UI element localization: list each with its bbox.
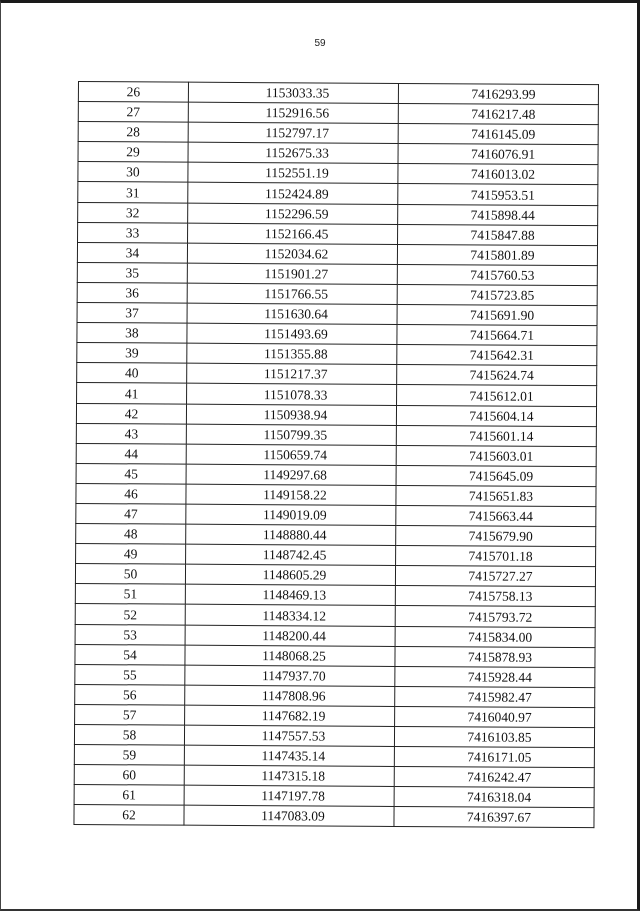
- y-coordinate-cell: 7416171.05: [394, 747, 594, 768]
- y-coordinate-cell: 7415679.90: [396, 526, 596, 547]
- point-number-cell: 51: [75, 584, 185, 605]
- y-coordinate-cell: 7415612.01: [397, 385, 597, 406]
- y-coordinate-cell: 7415701.18: [396, 546, 596, 567]
- point-number-cell: 49: [76, 544, 186, 565]
- point-number-cell: 38: [77, 323, 187, 344]
- table-row: [74, 805, 594, 828]
- x-coordinate-cell: 1151493.69: [187, 323, 397, 344]
- y-coordinate-cell: 7415834.00: [395, 626, 595, 647]
- point-number-cell: 52: [75, 604, 185, 625]
- point-number-cell: 32: [78, 202, 188, 223]
- point-number-cell: 29: [78, 142, 188, 163]
- point-number-cell: 47: [76, 503, 186, 524]
- x-coordinate-cell: 1151901.27: [187, 263, 397, 284]
- point-number-cell: 39: [77, 343, 187, 364]
- y-coordinate-cell: 7415847.88: [398, 224, 598, 245]
- x-coordinate-cell: 1148469.13: [185, 585, 395, 606]
- y-coordinate-cell: 7415928.44: [395, 666, 595, 687]
- point-number-cell: 28: [78, 122, 188, 143]
- y-coordinate-cell: 7415664.71: [397, 325, 597, 346]
- x-coordinate-cell: 1150799.35: [186, 424, 396, 445]
- point-number-cell: 53: [75, 624, 185, 645]
- x-coordinate-cell: 1152424.89: [188, 183, 398, 204]
- page-number: 59: [314, 38, 326, 49]
- y-coordinate-cell: 7415878.93: [395, 646, 595, 667]
- point-number-cell: 42: [76, 403, 186, 424]
- x-coordinate-cell: 1150938.94: [186, 404, 396, 425]
- point-number-cell: 46: [76, 483, 186, 504]
- x-coordinate-cell: 1148605.29: [185, 564, 395, 585]
- x-coordinate-cell: 1147682.19: [185, 705, 395, 726]
- x-coordinate-cell: 1149158.22: [186, 484, 396, 505]
- point-number-cell: 31: [78, 182, 188, 203]
- x-coordinate-cell: 1152916.56: [188, 102, 398, 123]
- point-number-cell: 35: [77, 262, 187, 283]
- point-number-cell: 57: [75, 704, 185, 725]
- y-coordinate-cell: 7415982.47: [395, 686, 595, 707]
- y-coordinate-cell: 7415793.72: [395, 606, 595, 627]
- point-number-cell: 56: [75, 684, 185, 705]
- x-coordinate-cell: 1147315.18: [184, 765, 394, 786]
- point-number-cell: 60: [74, 765, 184, 786]
- point-number-cell: 33: [78, 222, 188, 243]
- x-coordinate-cell: 1147557.53: [184, 725, 394, 746]
- point-number-cell: 48: [76, 524, 186, 545]
- y-coordinate-cell: 7415801.89: [397, 244, 597, 265]
- point-number-cell: 50: [75, 564, 185, 585]
- x-coordinate-cell: 1151078.33: [187, 384, 397, 405]
- point-number-cell: 37: [77, 303, 187, 324]
- point-number-cell: 58: [74, 724, 184, 745]
- y-coordinate-cell: 7416242.47: [394, 767, 594, 788]
- y-coordinate-cell: 7416217.48: [398, 104, 598, 125]
- point-number-cell: 55: [75, 664, 185, 685]
- x-coordinate-cell: 1152675.33: [188, 142, 398, 163]
- x-coordinate-cell: 1147808.96: [185, 685, 395, 706]
- point-number-cell: 40: [77, 363, 187, 384]
- x-coordinate-cell: 1149019.09: [186, 504, 396, 525]
- coordinate-table-body: [74, 82, 599, 829]
- y-coordinate-cell: 7415642.31: [397, 345, 597, 366]
- x-coordinate-cell: 1151766.55: [187, 283, 397, 304]
- point-number-cell: 30: [78, 162, 188, 183]
- x-coordinate-cell: 1147937.70: [185, 665, 395, 686]
- point-number-cell: 43: [76, 423, 186, 444]
- x-coordinate-cell: 1151217.37: [187, 363, 397, 384]
- x-coordinate-cell: 1147435.14: [184, 745, 394, 766]
- y-coordinate-cell: 7415758.13: [395, 586, 595, 607]
- y-coordinate-cell: 7416013.02: [398, 164, 598, 185]
- point-number-cell: 59: [74, 745, 184, 766]
- y-coordinate-cell: 7415760.53: [397, 264, 597, 285]
- x-coordinate-cell: 1150659.74: [186, 444, 396, 465]
- point-number-cell: 61: [74, 785, 184, 806]
- x-coordinate-cell: 1151355.88: [187, 343, 397, 364]
- x-coordinate-cell: 1151630.64: [187, 303, 397, 324]
- y-coordinate-cell: 7416076.91: [398, 144, 598, 165]
- y-coordinate-cell: 7416040.97: [395, 706, 595, 727]
- y-coordinate-cell: 7415645.09: [396, 465, 596, 486]
- x-coordinate-cell: 1152296.59: [188, 203, 398, 224]
- y-coordinate-cell: 7415601.14: [396, 425, 596, 446]
- y-coordinate-cell: 7415604.14: [396, 405, 596, 426]
- x-coordinate-cell: 1147083.09: [184, 806, 394, 827]
- y-coordinate-cell: 7415624.74: [397, 365, 597, 386]
- point-number-cell: 34: [77, 242, 187, 263]
- x-coordinate-cell: 1148742.45: [186, 544, 396, 565]
- x-coordinate-cell: 1152166.45: [188, 223, 398, 244]
- point-number-cell: 54: [75, 644, 185, 665]
- x-coordinate-cell: 1148880.44: [186, 524, 396, 545]
- x-coordinate-cell: 1149297.68: [186, 464, 396, 485]
- y-coordinate-cell: 7415727.27: [395, 566, 595, 587]
- point-number-cell: 45: [76, 463, 186, 484]
- point-number-cell: 41: [77, 383, 187, 404]
- y-coordinate-cell: 7415651.83: [396, 485, 596, 506]
- point-number-cell: 26: [78, 82, 188, 103]
- y-coordinate-cell: 7416318.04: [394, 787, 594, 808]
- y-coordinate-cell: 7415691.90: [397, 304, 597, 325]
- point-number-cell: 27: [78, 102, 188, 123]
- coordinate-table: [73, 81, 599, 829]
- x-coordinate-cell: 1148200.44: [185, 625, 395, 646]
- x-coordinate-cell: 1148334.12: [185, 605, 395, 626]
- x-coordinate-cell: 1152551.19: [188, 163, 398, 184]
- y-coordinate-cell: 7415603.01: [396, 445, 596, 466]
- y-coordinate-cell: 7415663.44: [396, 505, 596, 526]
- point-number-cell: 44: [76, 443, 186, 464]
- point-number-cell: 62: [74, 805, 184, 826]
- point-number-cell: 36: [77, 282, 187, 303]
- y-coordinate-cell: 7415953.51: [398, 184, 598, 205]
- x-coordinate-cell: 1147197.78: [184, 785, 394, 806]
- y-coordinate-cell: 7416103.85: [394, 726, 594, 747]
- y-coordinate-cell: 7415898.44: [398, 204, 598, 225]
- x-coordinate-cell: 1153033.35: [188, 82, 398, 103]
- y-coordinate-cell: 7416293.99: [398, 83, 598, 104]
- y-coordinate-cell: 7416145.09: [398, 124, 598, 145]
- y-coordinate-cell: 7416397.67: [394, 807, 594, 828]
- x-coordinate-cell: 1152797.17: [188, 122, 398, 143]
- y-coordinate-cell: 7415723.85: [397, 284, 597, 305]
- x-coordinate-cell: 1152034.62: [187, 243, 397, 264]
- x-coordinate-cell: 1148068.25: [185, 645, 395, 666]
